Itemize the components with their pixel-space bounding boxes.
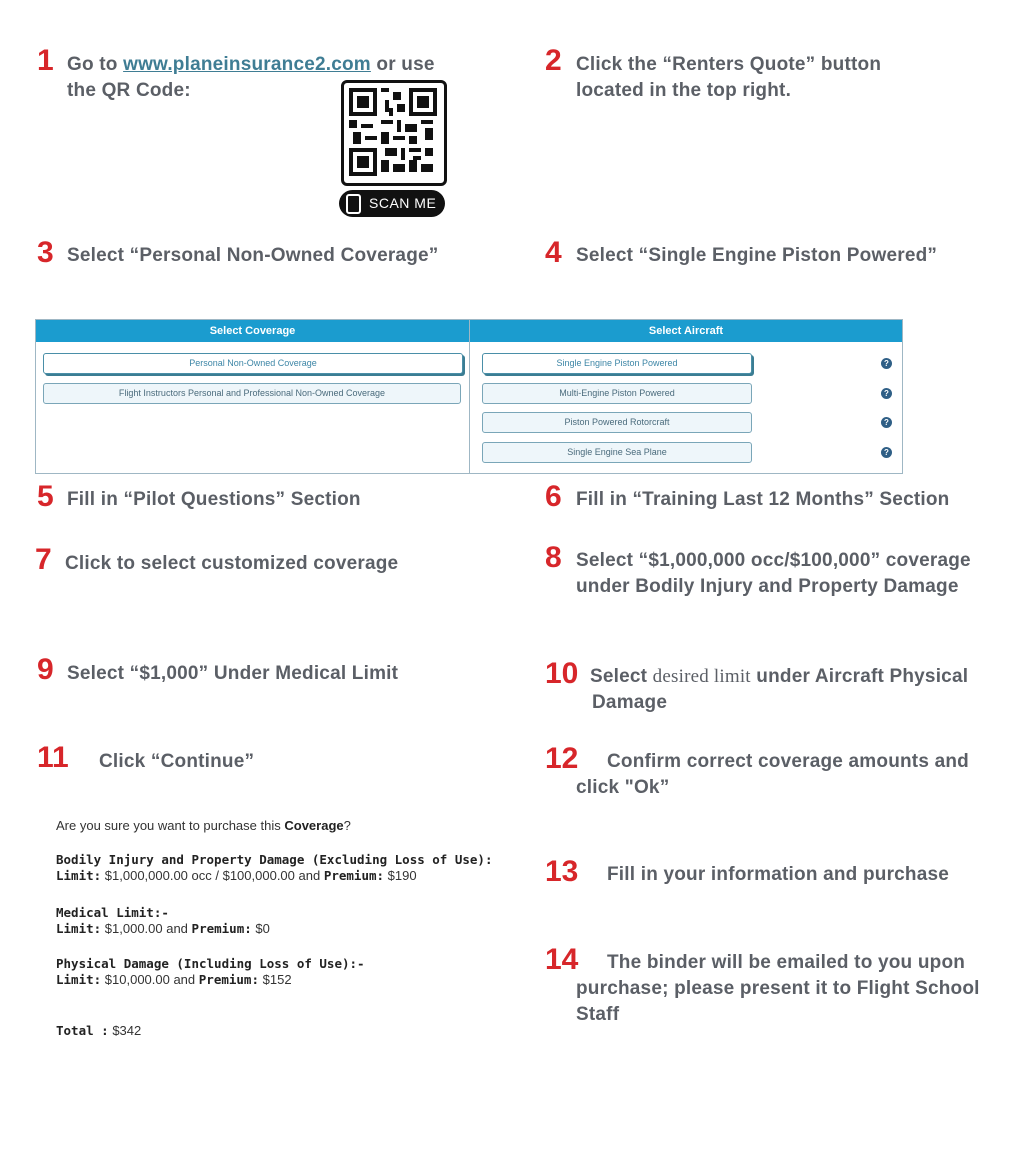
step-12-line2: click "Ok” xyxy=(576,777,670,798)
bodily-limit-label: Limit: xyxy=(56,868,102,883)
scan-me-label: SCAN ME xyxy=(369,195,437,211)
step-10-text xyxy=(590,664,1010,716)
confirm-question-post: ? xyxy=(343,818,351,833)
step-number-11: 11 xyxy=(37,741,69,774)
step-10-post: under Aircraft Physical xyxy=(756,666,969,687)
coverage-option-flight-instructors[interactable]: Flight Instructors Personal and Professional Non-Owned Coverage xyxy=(43,383,461,404)
step-number-3: 3 xyxy=(37,236,54,269)
bodily-injury-title: Bodily Injury and Property Damage (Excluding Loss of Use): xyxy=(56,852,493,867)
step-number-10: 10 xyxy=(545,657,579,690)
step-8-line1: Select “$1,000,000 occ/$100,000” coverage xyxy=(576,550,971,571)
step-14-line3: Staff xyxy=(576,1004,620,1025)
coverage-selection-table xyxy=(35,319,903,474)
help-icon[interactable]: ? xyxy=(881,417,892,428)
step-number-13: 13 xyxy=(545,855,579,888)
bodily-injury-block xyxy=(56,852,493,884)
step-8-line2: under Bodily Injury and Property Damage xyxy=(576,576,959,597)
total-label: Total : xyxy=(56,1023,109,1038)
step-12-text xyxy=(576,749,996,801)
total-value: $342 xyxy=(112,1023,142,1038)
step-10-pre: Select xyxy=(590,666,648,687)
step-3-text: Select “Personal Non-Owned Coverage” xyxy=(67,245,439,266)
step-4-text: Select “Single Engine Piston Powered” xyxy=(576,245,938,266)
step-14-text xyxy=(576,950,1006,1028)
step-2-line2: located in the top right. xyxy=(576,80,792,101)
select-coverage-header: Select Coverage xyxy=(36,320,469,342)
step-number-2: 2 xyxy=(545,44,562,77)
medical-premium-label: Premium: xyxy=(191,921,252,936)
step-12-line1: Confirm correct coverage amounts and xyxy=(607,751,969,772)
step-8-text xyxy=(576,548,1006,600)
medical-limit-value: $1,000.00 and xyxy=(104,921,188,936)
bodily-premium-label: Premium: xyxy=(323,868,385,883)
phone-icon xyxy=(346,194,361,214)
qr-code-icon xyxy=(349,88,437,176)
aircraft-option-single-engine-piston[interactable]: Single Engine Piston Powered xyxy=(482,353,752,374)
step-number-9: 9 xyxy=(37,653,54,686)
bodily-limit-value: $1,000,000.00 occ / $100,000.00 and xyxy=(104,868,321,883)
help-icon[interactable]: ? xyxy=(881,388,892,399)
step-number-12: 12 xyxy=(545,742,579,775)
physical-limit-label: Limit: xyxy=(56,972,102,987)
confirm-question-pre: Are you sure you want to purchase this xyxy=(56,818,281,833)
physical-damage-title: Physical Damage (Including Loss of Use):- xyxy=(56,956,365,971)
step-9-text: Select “$1,000” Under Medical Limit xyxy=(67,663,399,684)
medical-limit-label: Limit: xyxy=(56,921,102,936)
step-5-text: Fill in “Pilot Questions” Section xyxy=(67,489,361,510)
physical-limit-value: $10,000.00 and xyxy=(104,972,196,987)
select-aircraft-header: Select Aircraft xyxy=(470,320,902,342)
step-10-line2: Damage xyxy=(592,692,668,713)
physical-premium-label: Premium: xyxy=(198,972,259,987)
step-number-4: 4 xyxy=(545,236,562,269)
help-icon[interactable]: ? xyxy=(881,447,892,458)
step-2-text xyxy=(576,52,996,104)
step-11-text: Click “Continue” xyxy=(99,751,255,772)
step-1-pre: Go to xyxy=(67,54,118,75)
physical-premium-value: $152 xyxy=(262,972,292,987)
medical-premium-value: $0 xyxy=(255,921,270,936)
step-number-1: 1 xyxy=(37,44,54,77)
website-link[interactable]: www.planeinsurance2.com xyxy=(123,54,371,75)
step-10-serif: desired limit xyxy=(652,666,751,687)
confirm-question xyxy=(56,818,351,834)
step-1-line2: the QR Code: xyxy=(67,80,191,101)
step-1-post: or use xyxy=(376,54,435,75)
medical-limit-block xyxy=(56,905,270,937)
step-number-6: 6 xyxy=(545,480,562,513)
help-icon[interactable]: ? xyxy=(881,358,892,369)
step-number-14: 14 xyxy=(545,943,579,976)
scan-me-badge xyxy=(339,190,445,217)
confirm-question-bold: Coverage xyxy=(284,818,344,833)
bodily-premium-value: $190 xyxy=(387,868,417,883)
step-7-text: Click to select customized coverage xyxy=(65,553,399,574)
aircraft-option-piston-rotorcraft[interactable]: Piston Powered Rotorcraft xyxy=(482,412,752,433)
aircraft-option-multi-engine-piston[interactable]: Multi-Engine Piston Powered xyxy=(482,383,752,404)
aircraft-option-single-engine-sea-plane[interactable]: Single Engine Sea Plane xyxy=(482,442,752,463)
step-number-8: 8 xyxy=(545,541,562,574)
total-block xyxy=(56,1023,141,1039)
step-13-text: Fill in your information and purchase xyxy=(607,864,950,885)
step-14-line1: The binder will be emailed to you upon xyxy=(607,952,966,973)
step-number-7: 7 xyxy=(35,543,52,576)
medical-limit-title: Medical Limit:- xyxy=(56,905,169,920)
step-2-line1: Click the “Renters Quote” button xyxy=(576,54,882,75)
step-6-text: Fill in “Training Last 12 Months” Section xyxy=(576,489,950,510)
table-divider xyxy=(469,320,470,474)
step-14-line2: purchase; please present it to Flight School xyxy=(576,978,980,999)
physical-damage-block xyxy=(56,956,365,988)
coverage-option-personal[interactable]: Personal Non-Owned Coverage xyxy=(43,353,463,374)
step-number-5: 5 xyxy=(37,480,54,513)
